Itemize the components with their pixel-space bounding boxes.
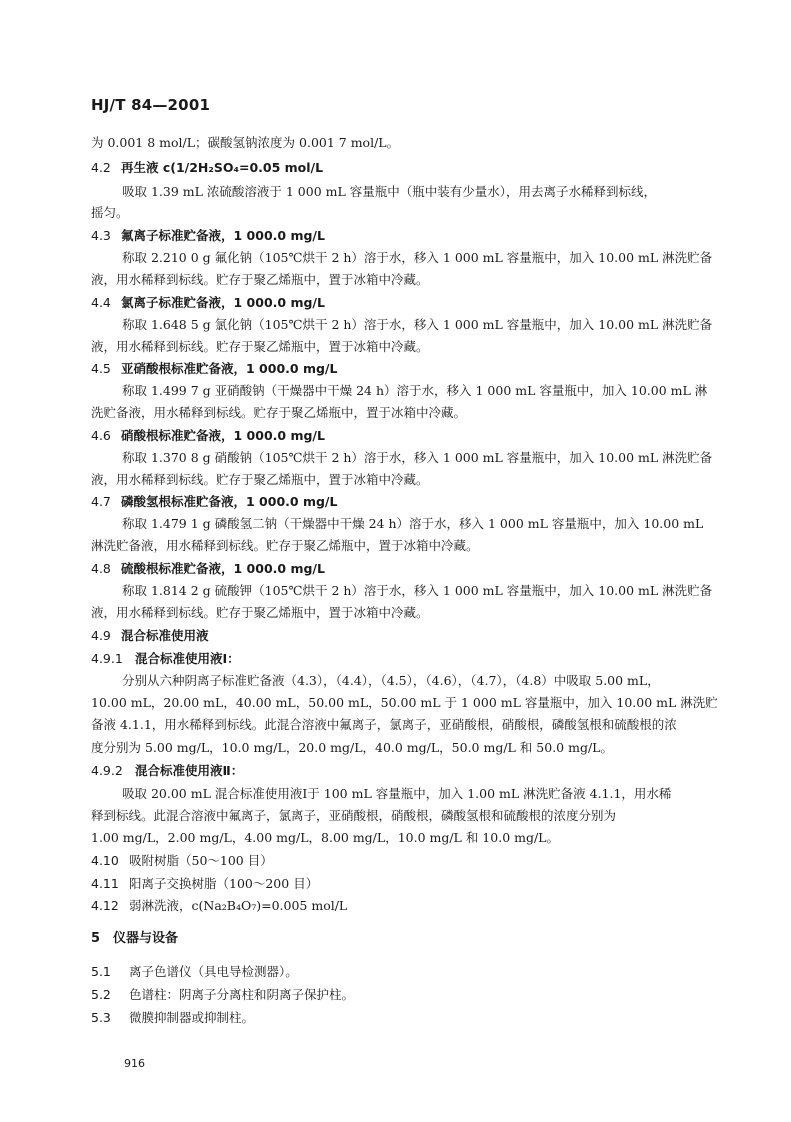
clause-number: 4.9.2 xyxy=(91,763,123,778)
text-line: 度分别为 5.00 mg/L，10.0 mg/L，20.0 mg/L，40.0 mg/L，50.0 mg/L 和 50.0 mg/L。 xyxy=(91,740,613,755)
clause-title: 离子色谱仪（具电导检测器）。 xyxy=(129,964,298,979)
clause-title: 微膜抑制器或抑制柱。 xyxy=(129,1010,255,1025)
clause-title: 吸附树脂（50～100 目） xyxy=(129,853,273,868)
clause-heading xyxy=(91,561,325,577)
clause-number: 4.9.1 xyxy=(91,651,123,666)
text-line: 液，用水稀释到标线。贮存于聚乙烯瓶中，置于冰箱中冷藏。 xyxy=(91,472,429,487)
clause-number: 4.6 xyxy=(91,428,111,443)
clause-title: 再生液 c(1/2H₂SO₄=0.05 mol/L xyxy=(121,160,324,175)
clause-number: 4.8 xyxy=(91,561,111,576)
section-number: 5 xyxy=(91,931,101,946)
clause-title: 硫酸根标准贮备液，1 000.0 mg/L xyxy=(121,561,325,576)
clause-number: 4.7 xyxy=(91,494,111,509)
text-line: 吸取 1.39 mL 浓硫酸溶液于 1 000 mL 容量瓶中（瓶中装有少量水），用去离子水稀释到标线， xyxy=(122,184,657,199)
clause-line xyxy=(91,964,298,980)
clause-title: 氟离子标准贮备液，1 000.0 mg/L xyxy=(121,228,325,243)
text-line: 1.00 mg/L，2.00 mg/L，4.00 mg/L，8.00 mg/L，10.0 mg/L 和 10.0 mg/L。 xyxy=(91,830,559,845)
text-line: 称取 1.814 2 g 硫酸钾（105℃烘干 2 h）溶于水，移入 1 000 mL 容量瓶中，加入 10.00 mL 淋洗贮备 xyxy=(122,583,713,598)
clause-number: 5.3 xyxy=(91,1010,111,1025)
page-number: 916 xyxy=(124,1057,145,1070)
text-line: 释到标线。此混合溶液中氟离子，氯离子，亚硝酸根，硝酸根，磷酸氢根和硫酸根的浓度分别为 xyxy=(91,808,617,823)
clause-heading xyxy=(91,651,240,667)
text-line: 备液 4.1.1，用水稀释到标线。此混合溶液中氟离子，氯离子，亚硝酸根，硝酸根，磷酸氢根和硫酸根的浓 xyxy=(91,717,677,732)
clause-number: 4.5 xyxy=(91,361,111,376)
clause-title: 混合标准使用液Ⅰ： xyxy=(135,651,240,666)
clause-number: 4.4 xyxy=(91,295,111,310)
clause-title: 亚硝酸根标准贮备液，1 000.0 mg/L xyxy=(121,361,338,376)
clause-heading xyxy=(91,295,325,311)
clause-title: 硝酸根标准贮备液，1 000.0 mg/L xyxy=(121,428,325,443)
clause-line xyxy=(91,1010,254,1026)
clause-line xyxy=(91,876,318,892)
text-line: 淋洗贮备液，用水稀释到标线。贮存于聚乙烯瓶中，置于冰箱中冷藏。 xyxy=(91,538,479,553)
clause-title: 弱淋洗液，c(Na₂B₄O₇)=0.005 mol/L xyxy=(129,898,348,913)
text-line: 吸取 20.00 mL 混合标准使用液Ⅰ于 100 mL 容量瓶中，加入 1.00 mL 淋洗贮备液 4.1.1，用水稀 xyxy=(122,786,672,801)
section-title: 仪器与设备 xyxy=(113,931,179,946)
text-line: 液，用水稀释到标线。贮存于聚乙烯瓶中，置于冰箱中冷藏。 xyxy=(91,339,429,354)
standard-code-header: HJ/T 84—2001 xyxy=(91,96,211,114)
clause-heading xyxy=(91,160,323,176)
clause-number: 4.12 xyxy=(91,898,119,913)
text-line: 摇匀。 xyxy=(91,205,129,220)
text-line: 液，用水稀释到标线。贮存于聚乙烯瓶中，置于冰箱中冷藏。 xyxy=(91,272,429,287)
text-line: 洗贮备液，用水稀释到标线。贮存于聚乙烯瓶中，置于冰箱中冷藏。 xyxy=(91,405,467,420)
clause-line xyxy=(91,987,354,1003)
clause-number: 4.2 xyxy=(91,160,111,175)
clause-line xyxy=(91,898,347,914)
text-line: 为 0.001 8 mol/L；碳酸氢钠浓度为 0.001 7 mol/L。 xyxy=(91,135,400,150)
section-heading xyxy=(91,931,178,947)
clause-number: 5.1 xyxy=(91,964,111,979)
clause-heading xyxy=(91,428,325,444)
clause-title: 阳离子交换树脂（100～200 目） xyxy=(129,876,319,891)
clause-heading xyxy=(91,763,243,779)
clause-heading xyxy=(91,361,337,377)
text-line: 称取 1.370 8 g 硝酸钠（105℃烘干 2 h）溶于水，移入 1 000 mL 容量瓶中，加入 10.00 mL 淋洗贮备 xyxy=(122,450,713,465)
clause-number: 4.11 xyxy=(91,876,119,891)
clause-heading xyxy=(91,628,209,644)
clause-line xyxy=(91,853,273,869)
text-line: 10.00 mL，20.00 mL，40.00 mL，50.00 mL，50.00 mL 于 1 000 mL 容量瓶中，加入 10.00 mL 淋洗贮 xyxy=(91,695,718,710)
text-line: 称取 1.648 5 g 氯化钠（105℃烘干 2 h）溶于水，移入 1 000 mL 容量瓶中，加入 10.00 mL 淋洗贮备 xyxy=(122,317,713,332)
clause-number: 4.3 xyxy=(91,228,111,243)
clause-title: 磷酸氢根标准贮备液，1 000.0 mg/L xyxy=(121,494,338,509)
clause-title: 色谱柱：阴离子分离柱和阴离子保护柱。 xyxy=(129,987,355,1002)
clause-number: 4.9 xyxy=(91,628,111,643)
clause-title: 氯离子标准贮备液，1 000.0 mg/L xyxy=(121,295,325,310)
clause-title: 混合标准使用液 xyxy=(121,628,209,643)
clause-number: 4.10 xyxy=(91,853,119,868)
text-line: 称取 1.479 1 g 磷酸氢二钠（干燥器中干燥 24 h）溶于水，移入 1 000 mL 容量瓶中，加入 10.00 mL xyxy=(122,516,704,531)
text-line: 液，用水稀释到标线。贮存于聚乙烯瓶中，置于冰箱中冷藏。 xyxy=(91,605,429,620)
text-line: 称取 2.210 0 g 氟化钠（105℃烘干 2 h）溶于水，移入 1 000 mL 容量瓶中，加入 10.00 mL 淋洗贮备 xyxy=(122,250,713,265)
clause-heading xyxy=(91,228,325,244)
clause-heading xyxy=(91,494,337,510)
text-line: 称取 1.499 7 g 亚硝酸钠（干燥器中干燥 24 h）溶于水，移入 1 000 mL 容量瓶中，加入 10.00 mL 淋 xyxy=(122,383,708,398)
clause-title: 混合标准使用液Ⅱ： xyxy=(135,763,244,778)
text-line: 分别从六种阴离子标准贮备液（4.3），（4.4），（4.5），（4.6），（4.7），（4.8）中吸取 5.00 mL， xyxy=(122,673,660,688)
clause-number: 5.2 xyxy=(91,987,111,1002)
